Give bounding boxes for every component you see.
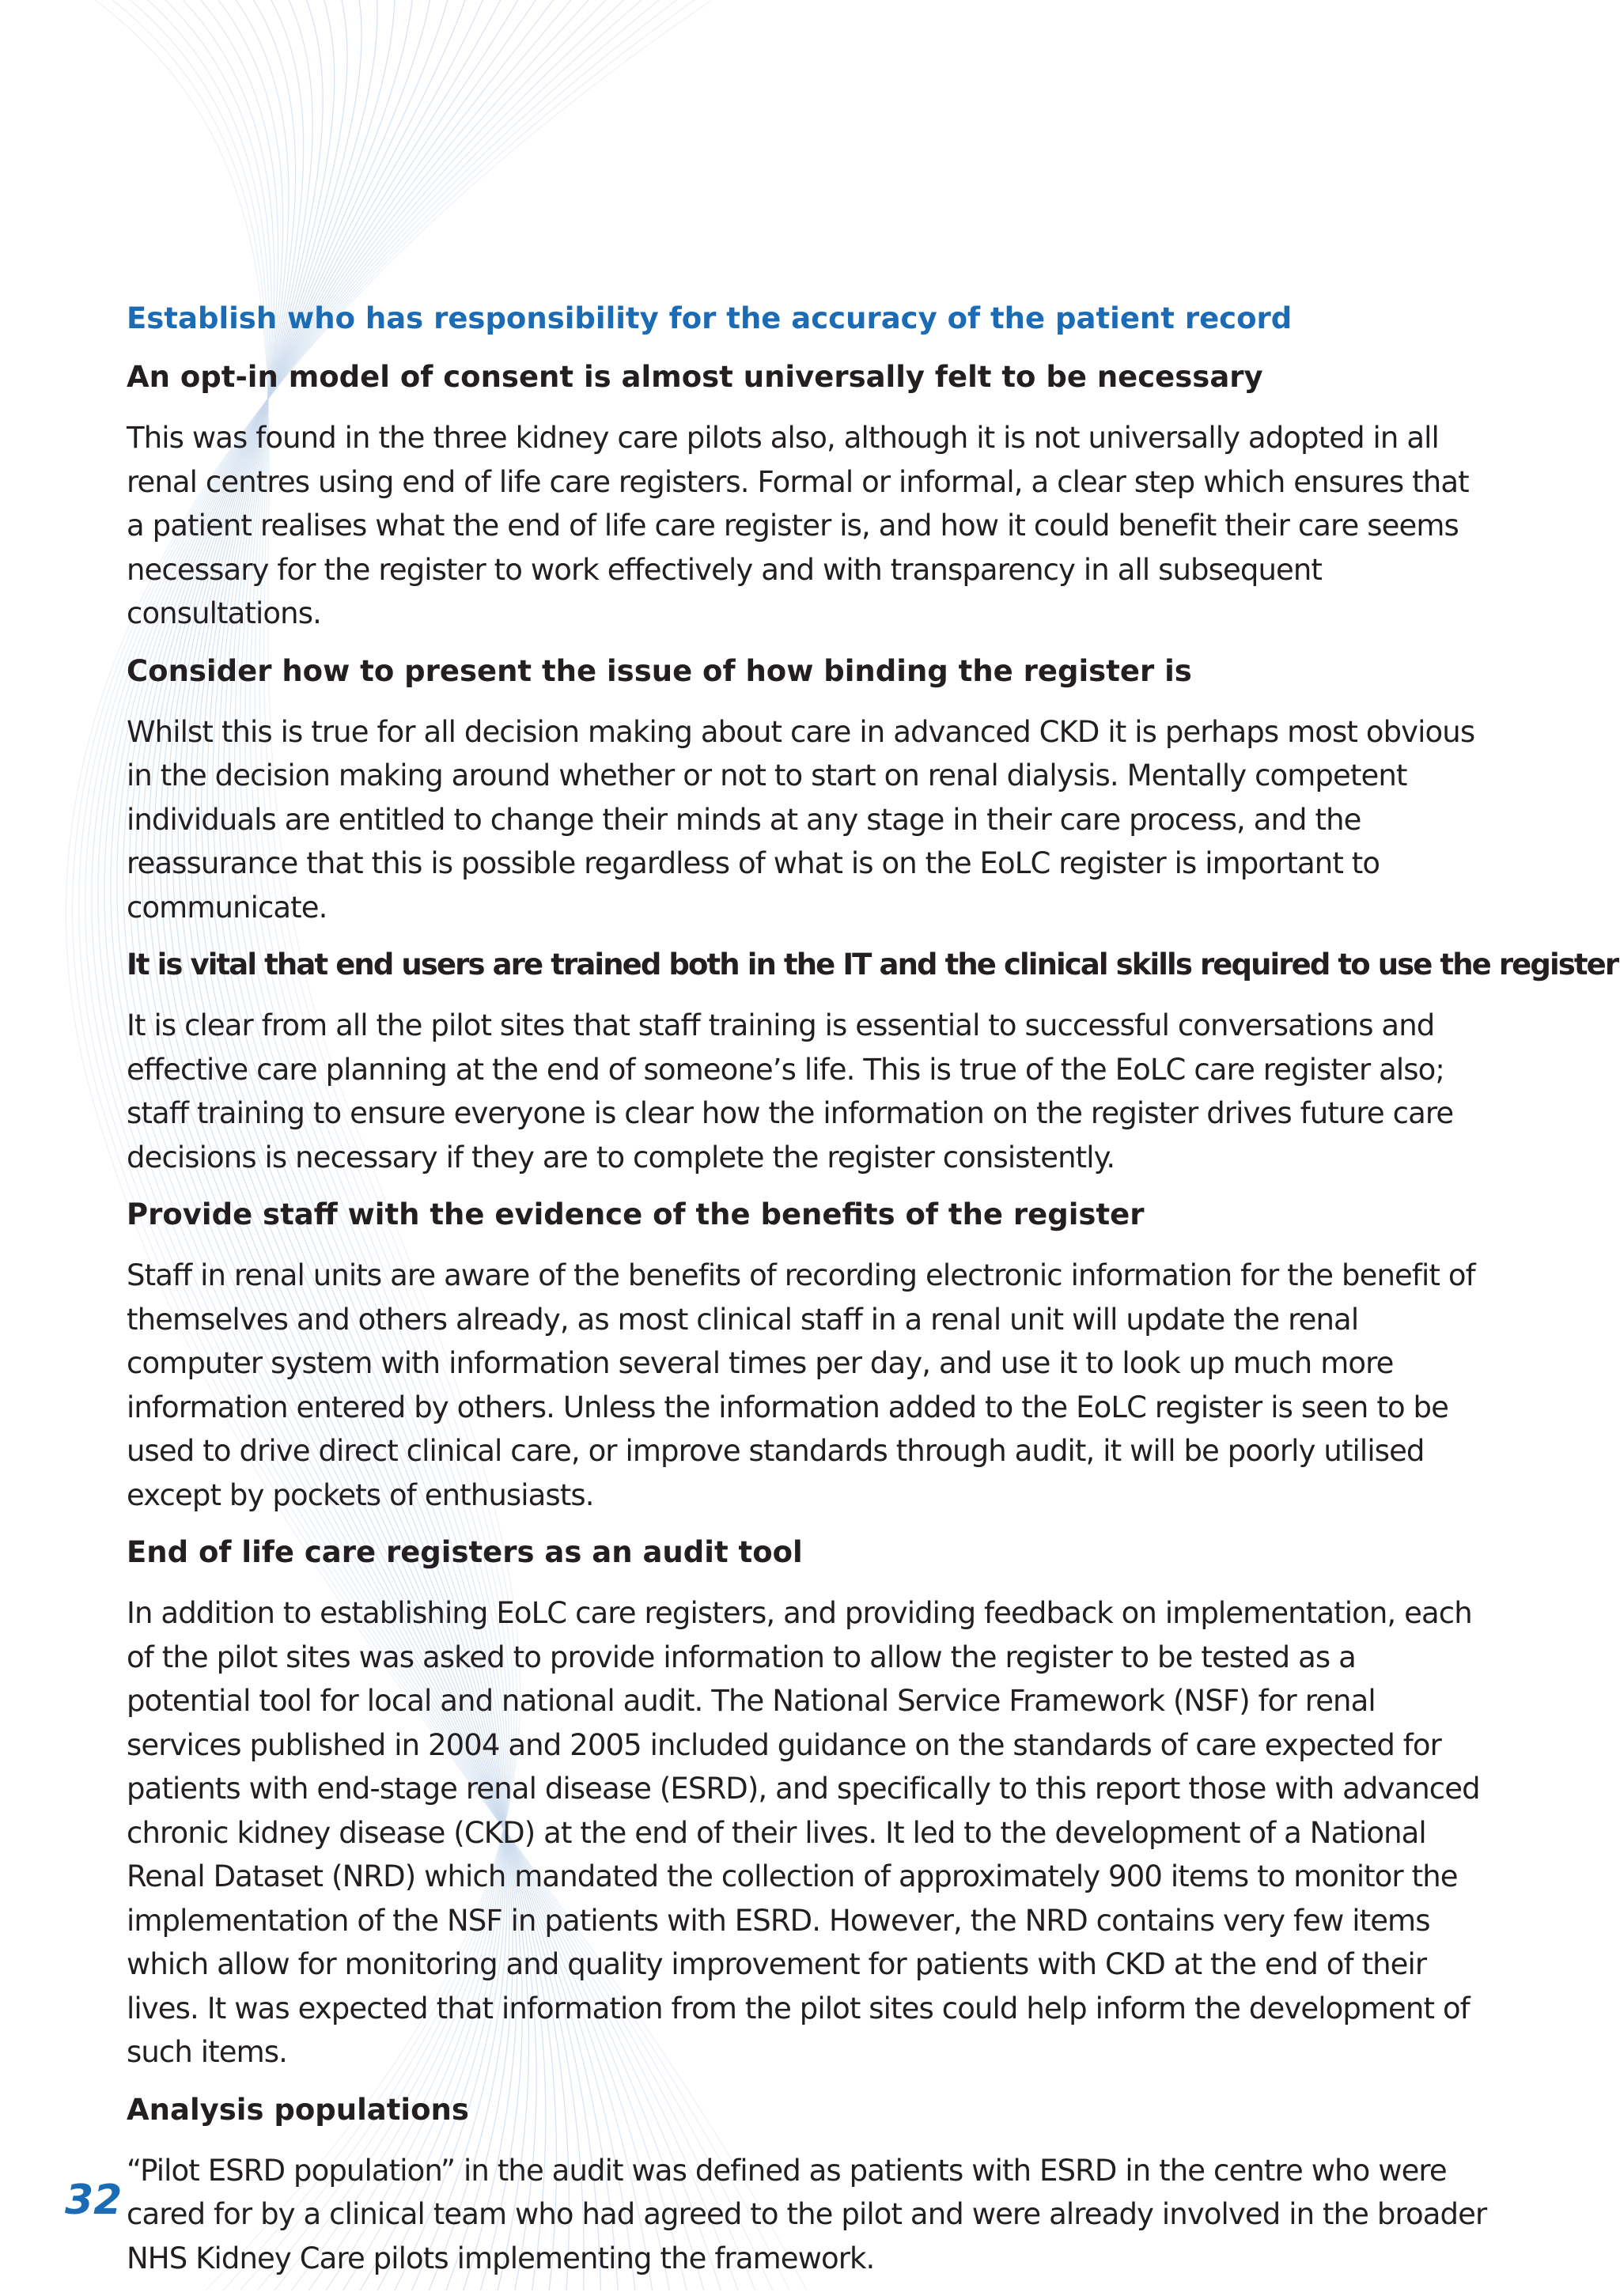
heading-analysis-populations: Analysis populations [127,2092,469,2127]
heading-binding-register: Consider how to present the issue of how binding the register is [127,653,1192,688]
page-number: 32 [65,2177,123,2224]
paragraph-opt-in-consent: This was found in the three kidney care pilots also, although it is not universally adopted in all renal centres using end of life care registers. Formal or informal, a clear step which ensures that a patient realises what the end of life care register is, and how it could benefit their care seems necessary for the register to work effectively and with transparency in all subsequent consultations. [127,421,1469,630]
paragraph-evidence-benefits: Staff in renal units are aware of the benefits of recording electronic information for the benefit of themselves and others already, as most clinical staff in a renal unit will update the renal computer system with information several times per day, and use it to look up much more information entered by others. Unless the information added to the EoLC register is seen to be used to drive direct clinical care, or improve standards through audit, it will be poorly utilised except by pockets of enthusiasts. [127,1258,1475,1512]
heading-evidence-benefits: Provide staff with the evidence of the benefits of the register [127,1197,1145,1231]
paragraph-audit-tool: In addition to establishing EoLC care registers, and providing feedback on implementation, each of the pilot sites was asked to provide information to allow the register to be tested as a potential tool for local and national audit. The National Service Framework (NSF) for renal services published in 2004 and 2005 included guidance on the standards of care expected for patients with end-stage renal disease (ESRD), and specifically to this report those with advanced chronic kidney disease (CKD) at the end of their lives. It led to the development of a National Renal Dataset (NRD) which mandated the collection of approximately 900 items to monitor the implementation of the NSF in patients with ESRD. However, the NRD contains very few items which allow for monitoring and quality improvement for patients with CKD at the end of their lives. It was expected that information from the pilot sites could help inform the development of such items. [127,1596,1480,2069]
page-content [127,299,1618,2296]
paragraph-training: It is clear from all the pilot sites that staff training is essential to successful conversations and effective care planning at the end of someone’s life. This is true of the EoLC care register also; staff training to ensure everyone is clear how the information on the register drives future care decisions is necessary if they are to complete the register consistently. [127,1008,1454,1174]
heading-audit-tool: End of life care registers as an audit tool [127,1535,803,1569]
paragraph-binding-register: Whilst this is true for all decision making about care in advanced CKD it is perhaps most obvious in the decision making around whether or not to start on renal dialysis. Mentally competent individuals are entitled to change their minds at any stage in their care process, and the reassurance that this is possible regardless of what is on the EoLC register is important to communicate. [127,714,1475,925]
heading-opt-in-consent: An opt-in model of consent is almost universally felt to be necessary [127,360,1263,394]
section-heading: Establish who has responsibility for the accuracy of the patient record [127,301,1293,335]
paragraph-analysis-populations: “Pilot ESRD population” in the audit was defined as patients with ESRD in the centre who were cared for by a clinical team who had agreed to the pilot and were already involved in the broader NHS Kidney Care pilots implementing the framework. [127,2153,1487,2275]
heading-training: It is vital that end users are trained both in the IT and the clinical skills required to use the register [127,948,1618,982]
